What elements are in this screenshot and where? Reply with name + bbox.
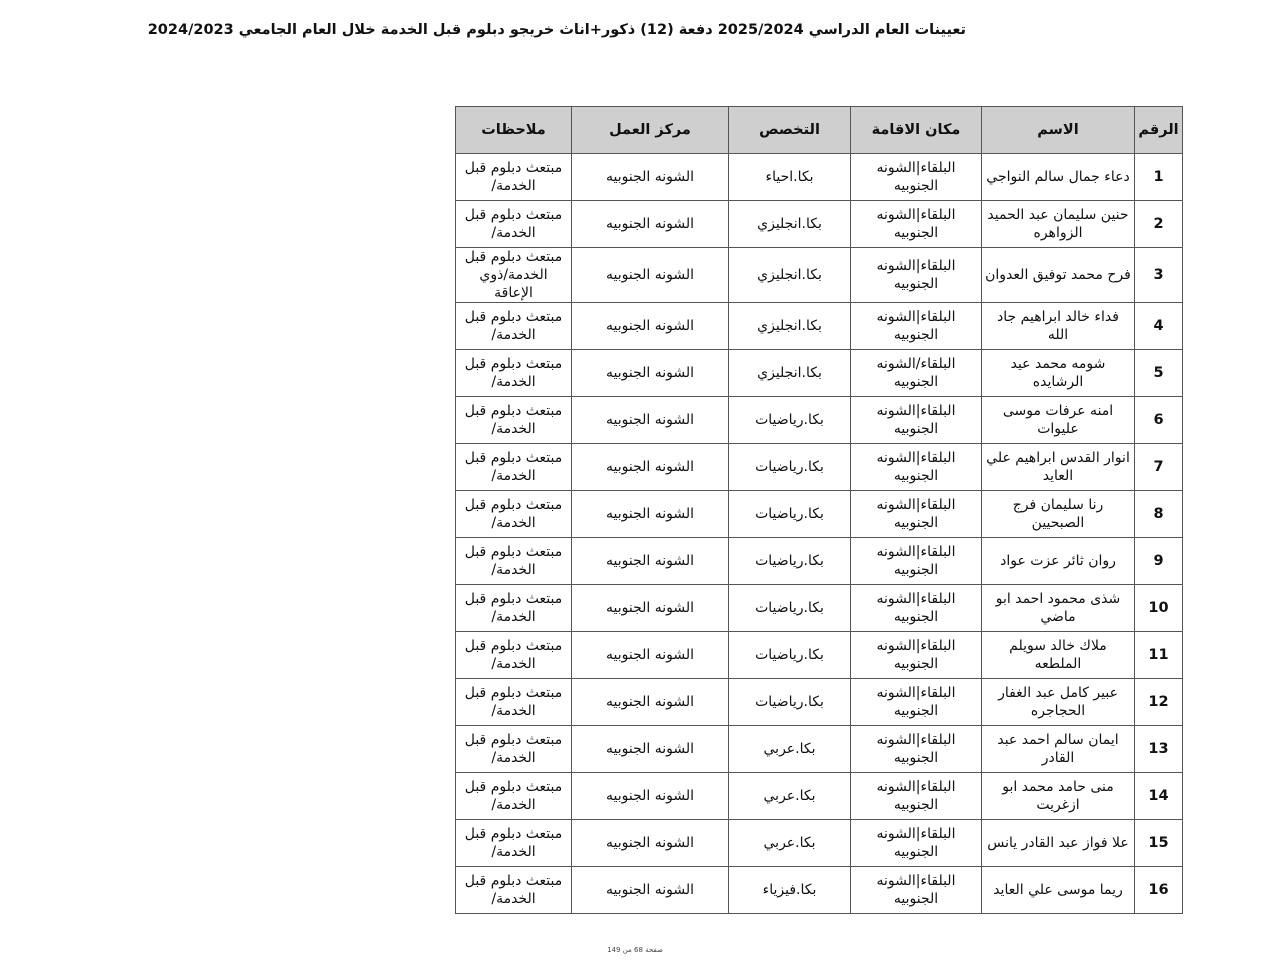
row-name: شذى محمود احمد ابو ماضي: [982, 585, 1135, 632]
row-notes: مبتعث دبلوم قبل الخدمة/: [456, 867, 572, 914]
row-name: انوار القدس ابراهيم علي العايد: [982, 444, 1135, 491]
row-notes: مبتعث دبلوم قبل الخدمة/: [456, 538, 572, 585]
table-row: [456, 585, 1183, 632]
row-workplace: الشونه الجنوبيه: [572, 491, 729, 538]
appointments-table: [455, 106, 1183, 914]
row-specialty: بكا.رياضيات: [729, 538, 851, 585]
row-workplace: الشونه الجنوبيه: [572, 303, 729, 350]
row-specialty: بكا.عربي: [729, 773, 851, 820]
row-notes: مبتعث دبلوم قبل الخدمة/: [456, 679, 572, 726]
row-specialty: بكا.رياضيات: [729, 397, 851, 444]
row-name: علا فواز عبد القادر يانس: [982, 820, 1135, 867]
table-row: [456, 538, 1183, 585]
row-specialty: بكا.انجليزي: [729, 350, 851, 397]
row-notes: مبتعث دبلوم قبل الخدمة/: [456, 726, 572, 773]
row-workplace: الشونه الجنوبيه: [572, 538, 729, 585]
row-residence: البلقاء|الشونه الجنوبيه: [851, 773, 982, 820]
table-row: [456, 632, 1183, 679]
row-specialty: بكا.انجليزي: [729, 201, 851, 248]
row-number: 7: [1135, 444, 1183, 491]
row-workplace: الشونه الجنوبيه: [572, 867, 729, 914]
row-workplace: الشونه الجنوبيه: [572, 201, 729, 248]
row-name: عبير كامل عبد الغفار الحجاجره: [982, 679, 1135, 726]
row-notes: مبتعث دبلوم قبل الخدمة/: [456, 397, 572, 444]
row-workplace: الشونه الجنوبيه: [572, 350, 729, 397]
header-workplace: مركز العمل: [572, 107, 729, 154]
document-title: تعيينات العام الدراسي 2025/2024 دفعة (12) ذكور+اناث خريجو دبلوم قبل الخدمة خلال العام الجامعي 2024/2023: [147, 22, 966, 38]
row-workplace: الشونه الجنوبيه: [572, 248, 729, 303]
row-number: 14: [1135, 773, 1183, 820]
row-notes: مبتعث دبلوم قبل الخدمة/: [456, 632, 572, 679]
header-number: الرقم: [1135, 107, 1183, 154]
row-workplace: الشونه الجنوبيه: [572, 444, 729, 491]
row-residence: البلقاء|الشونه الجنوبيه: [851, 867, 982, 914]
row-number: 15: [1135, 820, 1183, 867]
table-row: [456, 248, 1183, 303]
row-notes: مبتعث دبلوم قبل الخدمة/: [456, 303, 572, 350]
row-residence: البلقاء|الشونه الجنوبيه: [851, 632, 982, 679]
row-name: رنا سليمان فرج الصبحيين: [982, 491, 1135, 538]
row-notes: مبتعث دبلوم قبل الخدمة/: [456, 201, 572, 248]
row-name: ملاك خالد سويلم الملطعه: [982, 632, 1135, 679]
row-residence: البلقاء|الشونه الجنوبيه: [851, 679, 982, 726]
row-name: شومه محمد عيد الرشايده: [982, 350, 1135, 397]
table-row: [456, 820, 1183, 867]
row-notes: مبتعث دبلوم قبل الخدمة/: [456, 350, 572, 397]
row-number: 12: [1135, 679, 1183, 726]
table-row: [456, 350, 1183, 397]
row-name: ايمان سالم احمد عبد القادر: [982, 726, 1135, 773]
row-number: 2: [1135, 201, 1183, 248]
row-name: ريما موسى علي العايد: [982, 867, 1135, 914]
row-name: فرح محمد توفيق العدوان: [982, 248, 1135, 303]
row-notes: مبتعث دبلوم قبل الخدمة/ذوي الإعاقة: [456, 248, 572, 303]
row-specialty: بكا.رياضيات: [729, 585, 851, 632]
row-residence: البلقاء|الشونه الجنوبيه: [851, 820, 982, 867]
row-number: 9: [1135, 538, 1183, 585]
table-row: [456, 154, 1183, 201]
row-workplace: الشونه الجنوبيه: [572, 585, 729, 632]
row-residence: البلقاء|الشونه الجنوبيه: [851, 538, 982, 585]
table-row: [456, 679, 1183, 726]
row-number: 11: [1135, 632, 1183, 679]
row-number: 16: [1135, 867, 1183, 914]
row-workplace: الشونه الجنوبيه: [572, 154, 729, 201]
row-specialty: بكا.احياء: [729, 154, 851, 201]
row-name: دعاء جمال سالم النواجي: [982, 154, 1135, 201]
row-residence: البلقاء|الشونه الجنوبيه: [851, 726, 982, 773]
header-specialty: التخصص: [729, 107, 851, 154]
row-workplace: الشونه الجنوبيه: [572, 397, 729, 444]
row-specialty: بكا.عربي: [729, 726, 851, 773]
row-workplace: الشونه الجنوبيه: [572, 679, 729, 726]
row-residence: البلقاء|الشونه الجنوبيه: [851, 201, 982, 248]
row-number: 1: [1135, 154, 1183, 201]
table-row: [456, 397, 1183, 444]
table-row: [456, 491, 1183, 538]
page-number: صفحة 68 من 149: [607, 946, 663, 954]
row-residence: البلقاء|الشونه الجنوبيه: [851, 444, 982, 491]
row-specialty: بكا.رياضيات: [729, 679, 851, 726]
row-notes: مبتعث دبلوم قبل الخدمة/: [456, 820, 572, 867]
row-residence: البلقاء|الشونه الجنوبيه: [851, 397, 982, 444]
table-row: [456, 201, 1183, 248]
table-row: [456, 867, 1183, 914]
row-name: روان ثائر عزت عواد: [982, 538, 1135, 585]
row-specialty: بكا.رياضيات: [729, 632, 851, 679]
row-number: 10: [1135, 585, 1183, 632]
row-workplace: الشونه الجنوبيه: [572, 726, 729, 773]
row-name: امنه عرفات موسى عليوات: [982, 397, 1135, 444]
row-residence: البلقاء|الشونه الجنوبيه: [851, 154, 982, 201]
row-name: فداء خالد ابراهيم جاد الله: [982, 303, 1135, 350]
row-number: 4: [1135, 303, 1183, 350]
row-residence: البلقاء|الشونه الجنوبيه: [851, 248, 982, 303]
table-row: [456, 444, 1183, 491]
table-row: [456, 726, 1183, 773]
row-residence: البلقاء|الشونه الجنوبيه: [851, 491, 982, 538]
header-notes: ملاحظات: [456, 107, 572, 154]
row-residence: البلقاء|الشونه الجنوبيه: [851, 303, 982, 350]
header-residence: مكان الاقامة: [851, 107, 982, 154]
row-notes: مبتعث دبلوم قبل الخدمة/: [456, 154, 572, 201]
row-notes: مبتعث دبلوم قبل الخدمة/: [456, 773, 572, 820]
table-header-row: [456, 107, 1183, 154]
row-number: 13: [1135, 726, 1183, 773]
table-row: [456, 773, 1183, 820]
row-specialty: بكا.عربي: [729, 820, 851, 867]
row-residence: البلقاء/الشونه الجنوبيه: [851, 350, 982, 397]
row-number: 3: [1135, 248, 1183, 303]
row-specialty: بكا.انجليزي: [729, 303, 851, 350]
header-name: الاسم: [982, 107, 1135, 154]
row-specialty: بكا.فيزياء: [729, 867, 851, 914]
row-number: 6: [1135, 397, 1183, 444]
row-specialty: بكا.رياضيات: [729, 444, 851, 491]
row-name: حنين سليمان عبد الحميد الزواهره: [982, 201, 1135, 248]
row-workplace: الشونه الجنوبيه: [572, 632, 729, 679]
row-name: منى حامد محمد ابو ازغريت: [982, 773, 1135, 820]
row-notes: مبتعث دبلوم قبل الخدمة/: [456, 585, 572, 632]
row-specialty: بكا.رياضيات: [729, 491, 851, 538]
table-row: [456, 303, 1183, 350]
row-notes: مبتعث دبلوم قبل الخدمة/: [456, 491, 572, 538]
row-number: 8: [1135, 491, 1183, 538]
row-workplace: الشونه الجنوبيه: [572, 820, 729, 867]
row-workplace: الشونه الجنوبيه: [572, 773, 729, 820]
row-specialty: بكا.انجليزي: [729, 248, 851, 303]
row-number: 5: [1135, 350, 1183, 397]
row-residence: البلقاء|الشونه الجنوبيه: [851, 585, 982, 632]
row-notes: مبتعث دبلوم قبل الخدمة/: [456, 444, 572, 491]
